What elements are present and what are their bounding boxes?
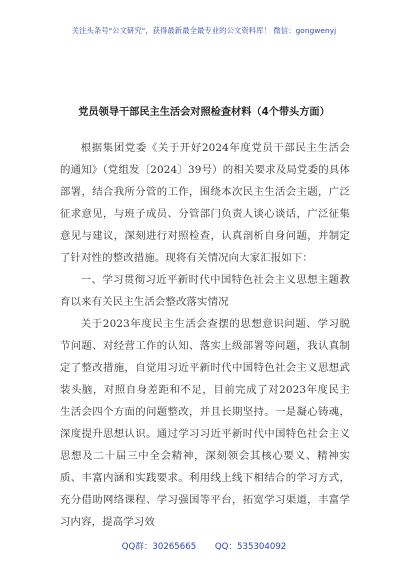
qq-group-number: QQ群：30265665 [121, 542, 197, 552]
body-paragraph: 关于2023年度民主生活会查摆的思想意识问题、学习脱节问题、对经营工作的认知、落实上级部署等问题，我认真制定了整改措施，自觉用习近平新时代中国特色社会主义思想武装头脑，对照自身差距和不足，目前完成了对2023年度民主生活会四个方面的问题整改，并且长期坚持。一是凝心铸魂，深度提升思想认识。通过学习习近平新时代中国特色社会主义思想及二十届三中全会精神，深刻领会其核心要义、精神实质、丰富内涵和实践要求。利用线上线下相结合的学习方式，充分借助网络课程、学习强国等平台，拓宽学习渠道，丰富学习内容，提高学习效 [60, 318, 350, 528]
section-heading: 一、学习贯彻习近平新时代中国特色社会主义思想主题教育以来有关民主生活会整改落实情况 [60, 274, 350, 308]
document-body [60, 137, 350, 533]
body-paragraph: 根据集团党委《关于开好2024年度党员干部民主生活会的通知》（党组发〔2024〕39号）的相关要求及局党委的具体部署，结合我所分管的工作，围绕本次民主生活会主题，广泛征求意见，与班子成员、分管部门负责人谈心谈话，广泛征集意见与建议，深刻进行对照检查，认真剖析自身问题，并制定了针对性的整改措施。现将有关情况向大家汇报如下： [60, 142, 350, 264]
contact-footer [0, 540, 408, 552]
qq-number: QQ：535304092 [214, 542, 287, 552]
promo-banner: 关注头条号"公文研究"，获得最新最全最专业的公文资料库！ 微信：gongwenyj [71, 26, 337, 35]
document-title: 党员领导干部民主生活会对照检查材料（4个带头方面） [78, 107, 330, 118]
